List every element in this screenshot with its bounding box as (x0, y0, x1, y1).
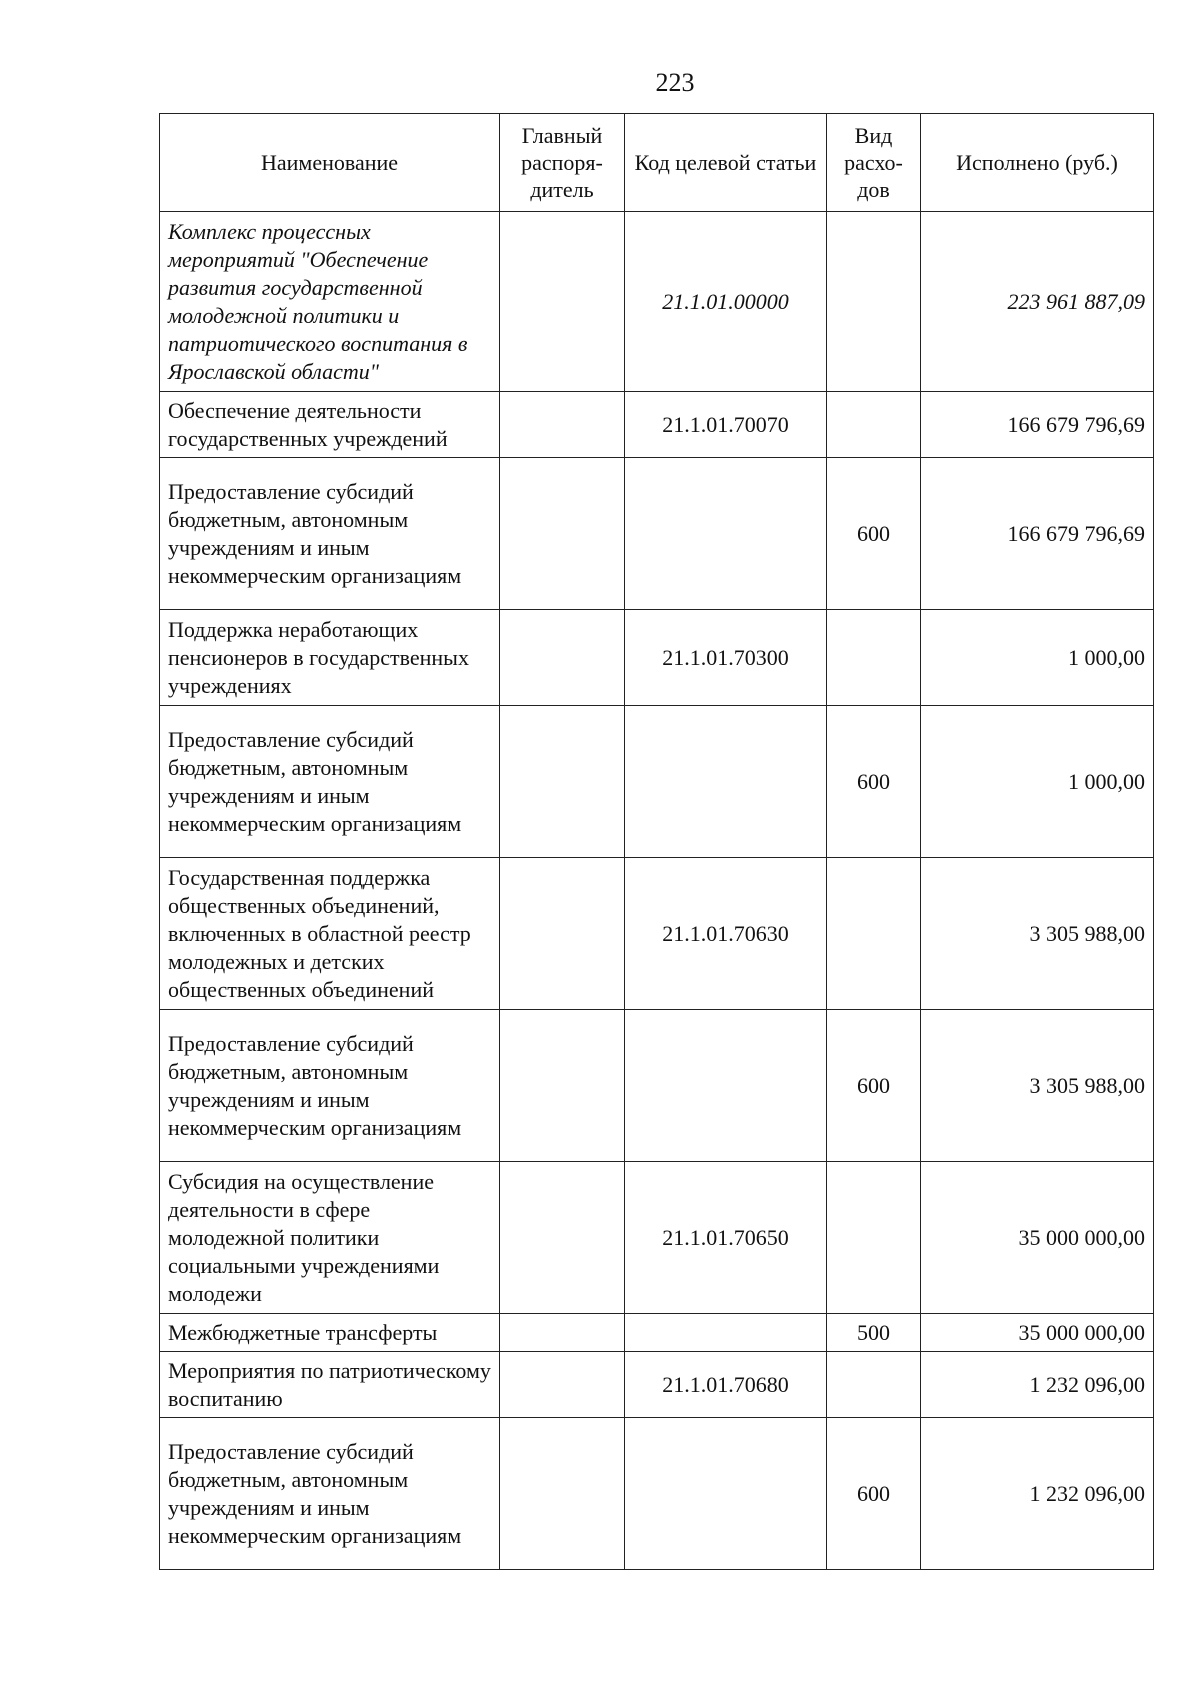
header-main-manager: Главный распоря-дитель (500, 114, 625, 212)
row-name: Комплекс процессных мероприятий "Обеспечение развития государственной молодежной политики и патриотического воспитания в Ярославской области" (160, 212, 500, 392)
row-main-manager (500, 1010, 625, 1162)
row-amount: 166 679 796,69 (921, 392, 1154, 458)
row-code (625, 1418, 827, 1570)
row-type (827, 212, 921, 392)
row-amount: 166 679 796,69 (921, 458, 1154, 610)
row-amount: 223 961 887,09 (921, 212, 1154, 392)
row-main-manager (500, 1162, 625, 1314)
row-code: 21.1.01.70070 (625, 392, 827, 458)
row-main-manager (500, 610, 625, 706)
row-type: 600 (827, 458, 921, 610)
row-type (827, 858, 921, 1010)
row-amount: 3 305 988,00 (921, 1010, 1154, 1162)
table-row (160, 1418, 1154, 1570)
row-amount: 1 000,00 (921, 706, 1154, 858)
row-code (625, 706, 827, 858)
row-amount: 3 305 988,00 (921, 858, 1154, 1010)
row-name: Предоставление субсидий бюджетным, автономным учреждениям и иным некоммерческим организациям (160, 1010, 500, 1162)
row-code: 21.1.01.70680 (625, 1352, 827, 1418)
row-name: Обеспечение деятельности государственных учреждений (160, 392, 500, 458)
table-row (160, 1010, 1154, 1162)
table-row (160, 392, 1154, 458)
header-expense-type: Вид расхо-дов (827, 114, 921, 212)
table-row (160, 706, 1154, 858)
budget-table (159, 113, 1154, 1570)
table-header-row (160, 114, 1154, 212)
row-code: 21.1.01.70300 (625, 610, 827, 706)
row-type: 600 (827, 706, 921, 858)
header-executed: Исполнено (руб.) (921, 114, 1154, 212)
row-name: Предоставление субсидий бюджетным, автономным учреждениям и иным некоммерческим организациям (160, 458, 500, 610)
table-row (160, 212, 1154, 392)
page-number: 223 (655, 68, 695, 97)
table-row (160, 858, 1154, 1010)
table-row (160, 458, 1154, 610)
row-name: Межбюджетные трансферты (160, 1314, 500, 1352)
row-type (827, 610, 921, 706)
row-name: Поддержка неработающих пенсионеров в государственных учреждениях (160, 610, 500, 706)
row-amount: 35 000 000,00 (921, 1314, 1154, 1352)
header-target-code: Код целевой статьи (625, 114, 827, 212)
row-main-manager (500, 1314, 625, 1352)
row-main-manager (500, 458, 625, 610)
row-name: Предоставление субсидий бюджетным, автономным учреждениям и иным некоммерческим организациям (160, 1418, 500, 1570)
row-code (625, 1314, 827, 1352)
row-type (827, 1352, 921, 1418)
row-code: 21.1.01.70650 (625, 1162, 827, 1314)
table-row (160, 1162, 1154, 1314)
row-code: 21.1.01.00000 (625, 212, 827, 392)
table-row (160, 1352, 1154, 1418)
row-name: Предоставление субсидий бюджетным, автономным учреждениям и иным некоммерческим организациям (160, 706, 500, 858)
row-main-manager (500, 1418, 625, 1570)
row-name: Субсидия на осуществление деятельности в сфере молодежной политики социальными учреждениями молодежи (160, 1162, 500, 1314)
row-main-manager (500, 1352, 625, 1418)
row-name: Мероприятия по патриотическому воспитанию (160, 1352, 500, 1418)
row-code (625, 1010, 827, 1162)
row-type: 600 (827, 1010, 921, 1162)
row-type: 500 (827, 1314, 921, 1352)
row-code: 21.1.01.70630 (625, 858, 827, 1010)
header-name: Наименование (160, 114, 500, 212)
row-type: 600 (827, 1418, 921, 1570)
row-type (827, 1162, 921, 1314)
row-main-manager (500, 858, 625, 1010)
table-row (160, 1314, 1154, 1352)
row-amount: 1 000,00 (921, 610, 1154, 706)
row-type (827, 392, 921, 458)
row-amount: 1 232 096,00 (921, 1352, 1154, 1418)
row-main-manager (500, 212, 625, 392)
row-amount: 1 232 096,00 (921, 1418, 1154, 1570)
row-code (625, 458, 827, 610)
table-row (160, 610, 1154, 706)
row-name: Государственная поддержка общественных объединений, включенных в областной реестр молодежных и детских общественных объединений (160, 858, 500, 1010)
row-main-manager (500, 392, 625, 458)
row-amount: 35 000 000,00 (921, 1162, 1154, 1314)
row-main-manager (500, 706, 625, 858)
